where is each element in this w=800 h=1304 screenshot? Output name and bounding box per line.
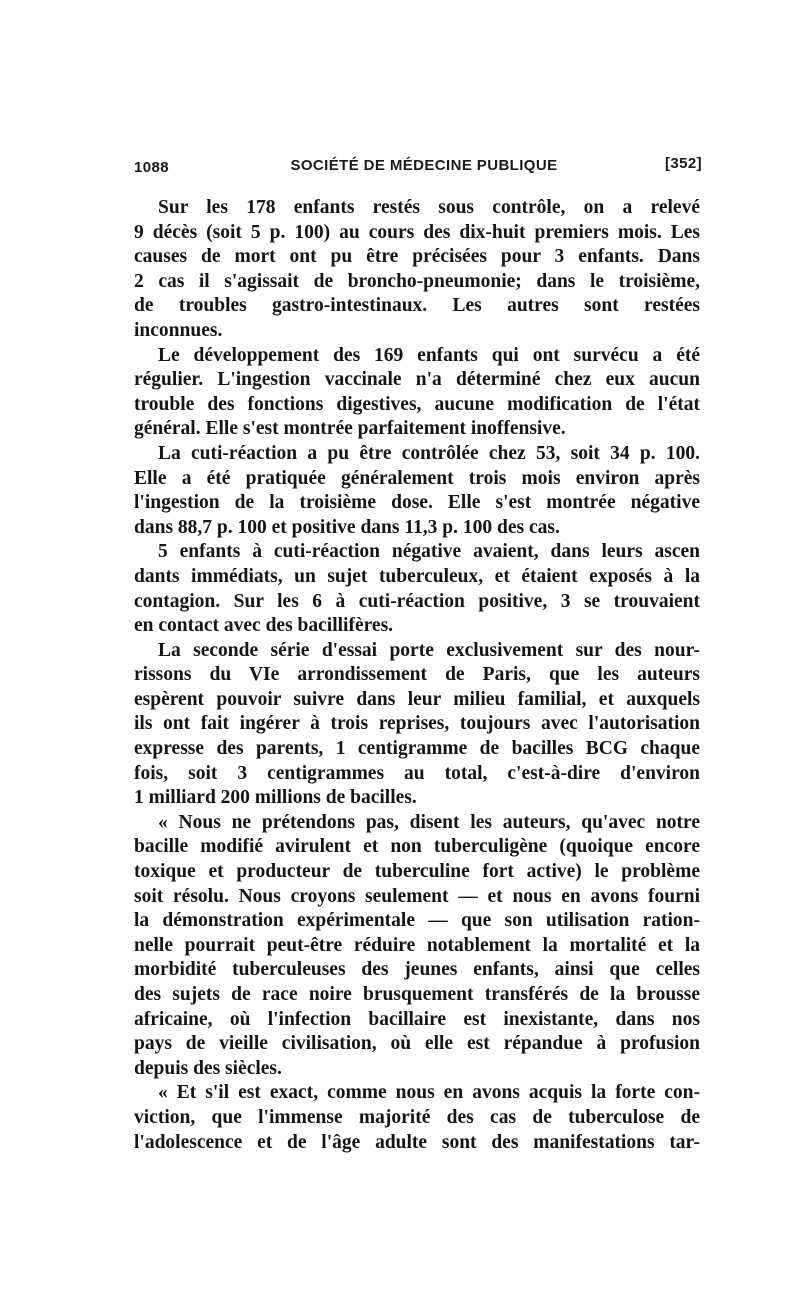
text-line: viction, que l'immense majorité des cas de tuberculose de — [134, 1106, 700, 1128]
text-line: depuis des siècles. — [134, 1057, 282, 1079]
text-line: rissons du VIe arrondissement de Paris, que les auteurs — [134, 664, 700, 686]
text-line: 1 milliard 200 millions de bacilles. — [134, 787, 417, 809]
body-text — [134, 196, 700, 1155]
text-line: 9 décès (soit 5 p. 100) au cours des dix-huit premiers mois. Les — [134, 221, 700, 243]
text-line: ils ont fait ingérer à trois reprises, toujours avec l'autorisation — [134, 713, 700, 735]
text-line: expresse des parents, 1 centigramme de bacilles BCG chaque — [134, 738, 700, 760]
text-line: La seconde série d'essai porte exclusivement sur des nour- — [158, 639, 700, 661]
text-line: pays de vieille civilisation, où elle est répandue à profusion — [134, 1033, 700, 1055]
text-line: bacille modifié avirulent et non tuberculigène (quoique encore — [134, 836, 700, 858]
text-line: morbidité tuberculeuses des jeunes enfants, ainsi que celles — [134, 959, 700, 981]
text-line: nelle pourrait peut-être réduire notablement la mortalité et la — [134, 934, 700, 956]
text-line: dans 88,7 p. 100 et positive dans 11,3 p. 100 des cas. — [134, 516, 560, 538]
text-line: la démonstration expérimentale — que son utilisation ration- — [134, 910, 700, 932]
text-line: toxique et producteur de tuberculine fort active) le problème — [134, 861, 700, 883]
text-line: causes de mort ont pu être précisées pour 3 enfants. Dans — [134, 246, 700, 268]
text-line: « Et s'il est exact, comme nous en avons acquis la forte con- — [158, 1082, 700, 1104]
text-line: Sur les 178 enfants restés sous contrôle, on a relevé — [158, 197, 700, 218]
text-line: fois, soit 3 centigrammes au total, c'est-à-dire d'environ — [134, 762, 700, 784]
text-line: africaine, où l'infection bacillaire est inexistante, dans nos — [134, 1008, 700, 1030]
text-line: 5 enfants à cuti-réaction négative avaient, dans leurs ascen — [158, 541, 700, 563]
text-line: contagion. Sur les 6 à cuti-réaction positive, 3 se trouvaient — [134, 590, 700, 612]
text-line: La cuti-réaction a pu être contrôlée chez 53, soit 34 p. 100. — [158, 442, 700, 464]
running-title: SOCIÉTÉ DE MÉDECINE PUBLIQUE — [290, 157, 558, 174]
text-line: en contact avec des bacillifères. — [134, 615, 394, 637]
text-line: Elle a été pratiquée généralement trois mois environ après — [134, 467, 700, 489]
text-line: Le développement des 169 enfants qui ont survécu a été — [158, 344, 700, 366]
text-line: l'adolescence et de l'âge adulte sont des manifestations tar- — [134, 1131, 700, 1153]
text-line: dants immédiats, un sujet tuberculeux, et étaient exposés à la — [134, 565, 700, 587]
text-line: l'ingestion de la troisième dose. Elle s'est montrée négative — [134, 492, 700, 514]
text-line: régulier. L'ingestion vaccinale n'a déterminé chez eux aucun — [134, 369, 700, 391]
text-line: des sujets de race noire brusquement transférés de la brousse — [134, 984, 700, 1005]
text-line: de troubles gastro-intestinaux. Les autres sont restées — [134, 295, 700, 317]
text-line: « Nous ne prétendons pas, disent les auteurs, qu'avec notre — [158, 811, 700, 833]
text-line: inconnues. — [134, 319, 223, 341]
text-line: 2 cas il s'agissait de broncho-pneumonie; dans le troisième, — [134, 270, 700, 292]
page-number: 1088 — [134, 159, 169, 176]
bracket-reference: [352] — [664, 155, 702, 172]
text-line: soit résolu. Nous croyons seulement — et nous en avons fourni — [134, 885, 700, 907]
text-line: espèrent pouvoir suivre dans leur milieu familial, et auxquels — [134, 688, 700, 710]
running-header — [134, 153, 702, 183]
text-line: trouble des fonctions digestives, aucune modification de l'état — [134, 393, 700, 415]
text-line: général. Elle s'est montrée parfaitement inoffensive. — [134, 418, 566, 440]
